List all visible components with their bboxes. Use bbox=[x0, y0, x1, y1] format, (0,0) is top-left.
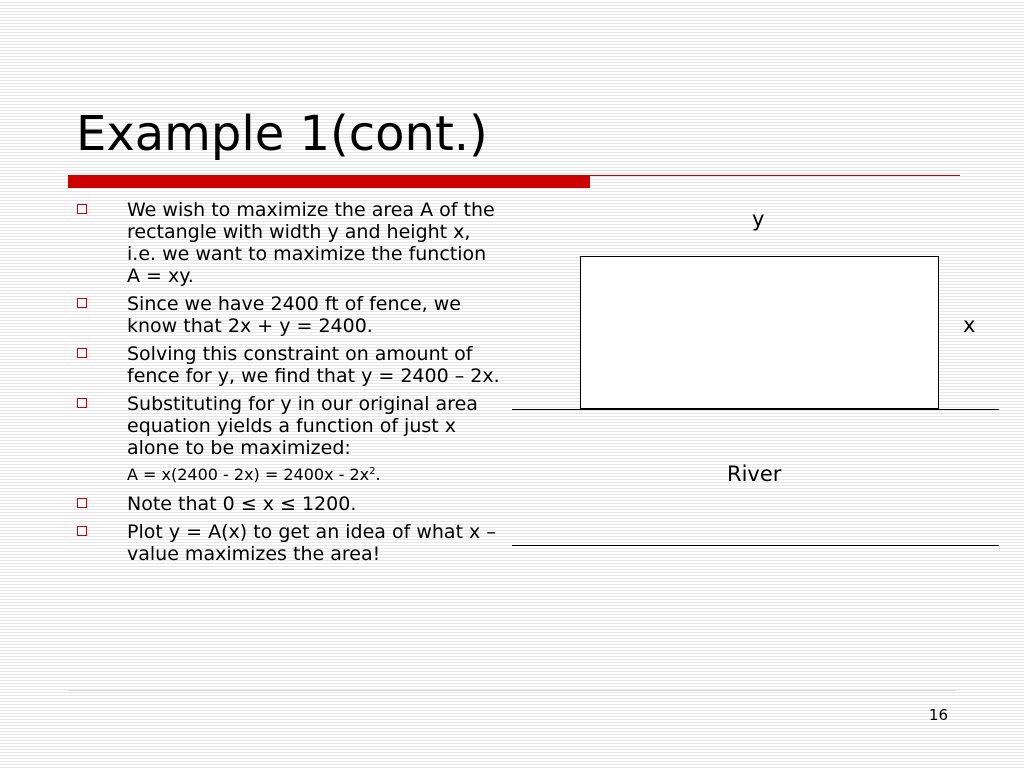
river-label: River bbox=[727, 462, 782, 486]
bullet-item bbox=[75, 199, 505, 287]
bullet-text: Since we have 2400 ft of fence, we know that 2x + y = 2400. bbox=[127, 293, 461, 337]
area-equation bbox=[75, 465, 505, 485]
bullet-text: Substituting for y in our original area equation yields a function of just x alone to be maximized: bbox=[127, 393, 478, 459]
width-label: y bbox=[752, 207, 765, 231]
bullet-square-icon bbox=[77, 204, 87, 214]
equation-period: . bbox=[375, 465, 381, 484]
footer-divider bbox=[68, 690, 956, 691]
title-underline-thin bbox=[590, 175, 960, 176]
equation-text: A = x(2400 - 2x) = 2400x - 2x bbox=[127, 465, 370, 484]
bullet-square-icon bbox=[77, 498, 87, 508]
bullet-square-icon bbox=[77, 298, 87, 308]
bullet-text: We wish to maximize the area A of the rectangle with width y and height x, i.e. we want to maximize the function A = xy. bbox=[127, 199, 495, 287]
bullet-square-icon bbox=[77, 398, 87, 408]
slide-title: Example 1(cont.) bbox=[76, 106, 488, 162]
height-label: x bbox=[963, 313, 976, 337]
bullet-item bbox=[75, 493, 505, 515]
bullet-item bbox=[75, 521, 505, 565]
bullet-list bbox=[75, 199, 505, 571]
bullet-item bbox=[75, 393, 505, 459]
bullet-square-icon bbox=[77, 348, 87, 358]
river-bank-bottom bbox=[512, 545, 999, 546]
bullet-text: Note that 0 ≤ x ≤ 1200. bbox=[127, 493, 357, 515]
bullet-text: Plot y = A(x) to get an idea of what x – value maximizes the area! bbox=[127, 521, 496, 565]
bullet-item bbox=[75, 293, 505, 337]
bullet-item bbox=[75, 343, 505, 387]
page-number: 16 bbox=[928, 706, 948, 724]
title-underline-thick bbox=[68, 175, 590, 188]
equation-exponent: 2 bbox=[369, 466, 376, 477]
fenced-rectangle bbox=[580, 256, 939, 409]
bullet-text: Solving this constraint on amount of fence for y, we find that y = 2400 – 2x. bbox=[127, 343, 500, 387]
bullet-square-icon bbox=[77, 526, 87, 536]
river-bank-top bbox=[512, 409, 999, 410]
